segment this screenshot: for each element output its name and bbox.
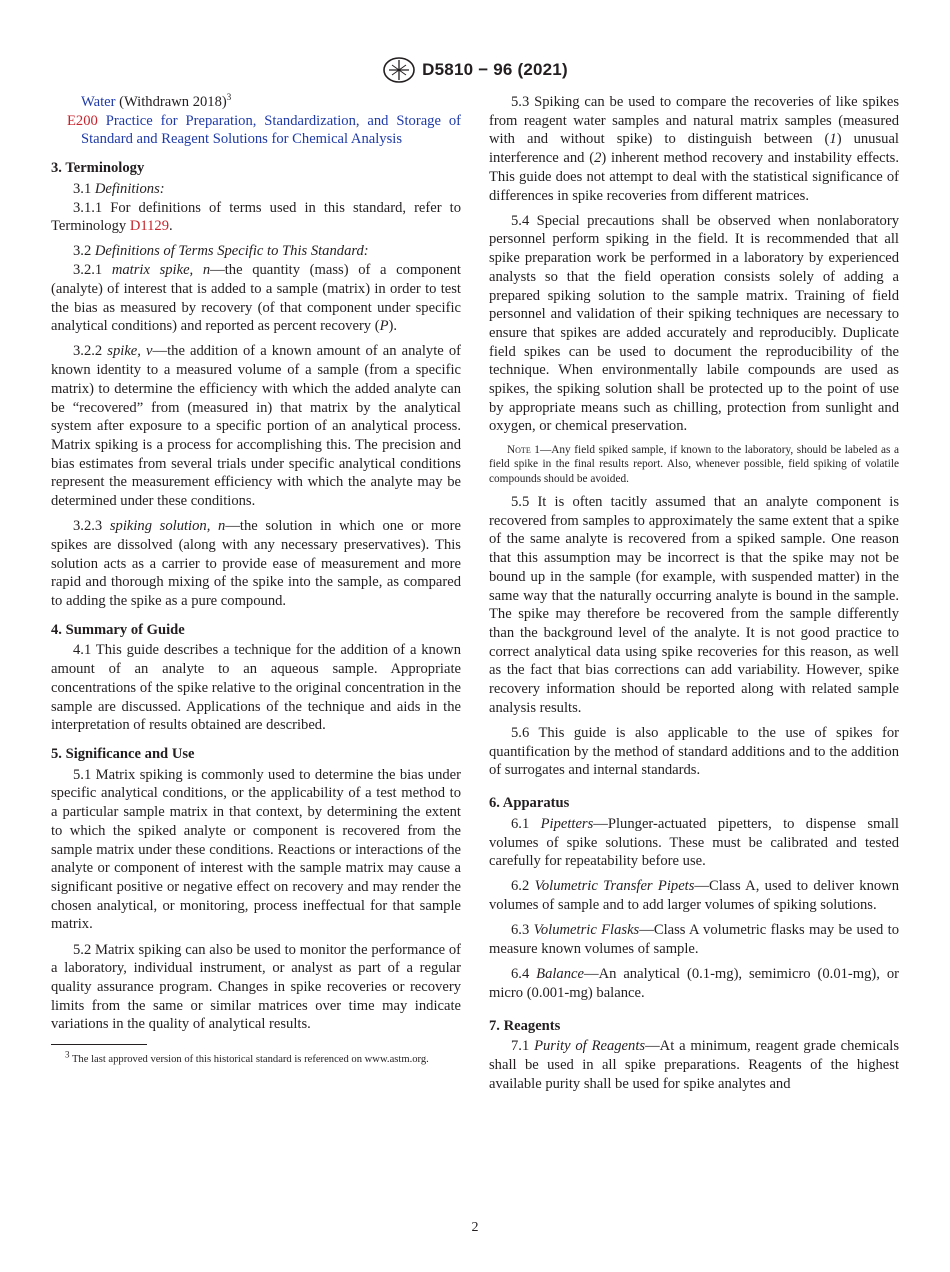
section-6-heading: 6. Apparatus <box>489 795 570 812</box>
terminology-link-d1129[interactable]: D1129 <box>129 218 170 235</box>
left-column <box>51 93 461 1067</box>
right-column <box>489 93 899 1100</box>
paragraph-5-1: 5.1 Matrix spiking is commonly used to determine the bias under specific analytical conditions, or the applicability of a test method to a particular sample matrix in that context, by determining the extent to which the spiked analyte or component is recovered from the sample matrix under these conditions. Reactions or interactions of the analyte or component of interest with the sample matrix may cause a significant positive or negative effect on recovery and may render the chosen analytical, or monitoring, process ineffectual for that sample matrix. <box>51 766 461 933</box>
paragraph-5-4: 5.4 Special precautions shall be observed when nonlaboratory personnel perform spiking in the field. It is recommended that all spike preparation work be performed in a laboratory by experienced analysts so that the field operation consists solely of adding a prepared spiking solution to the sample matrix. Training of field personnel and validation of their spiking techniques are necessary to ensure that spikes are added accurately and reproducibly. Duplicate field spikes can be used to document the reproducibility of the technique. When environmentally labile compounds are used as spikes, the spiking solution shall be protected up to the point of use by appropriate means such as chilling, protection from sunlight and oxygen, or chemical preservation. <box>489 212 899 435</box>
footnote-divider <box>51 1044 147 1045</box>
note-1: Note 1—Any field spiked sample, if known to the laboratory, should be labeled as a field spike in the final results report. Also, whenever possible, field spiking of volatile compounds should be avoided. <box>489 443 899 486</box>
paragraph-6-1: 6.1 Pipetters—Plunger-actuated pipetters, to dispense small volumes of spike solutions. These must be calibrated and tested carefully for repeatability before use. <box>489 815 899 870</box>
paragraph-7-1: 7.1 Purity of Reagents—At a minimum, reagent grade chemicals shall be used in all spike preparations. Reagents of the highest available purity shall be used for spike analytes and <box>489 1038 900 1092</box>
paragraph-3-2-2: 3.2.2 spike, v—the addition of a known amount of an analyte of known identity to a measured volume of a sample (from a specific matrix) to determine the efficiency with which the added analyte can be “recovered” from (measured in) that matrix by the analytical system after exposure to a specific portion of an analytical process. Matrix spiking is a process for accomplishing this. The precision and bias estimates from several trials under specific analytical conditions represent the measurement efficiency with which the analyte may be determined under these conditions. <box>51 343 462 510</box>
reference-e200 <box>51 112 461 149</box>
reference-title-e200[interactable]: Practice for Preparation, Standardization, and Storage of Standard and Reagent Solutions for Chemical Analysis <box>81 112 461 148</box>
section-4-heading: 4. Summary of Guide <box>51 621 185 638</box>
paragraph-5-2: 5.2 Matrix spiking can also be used to monitor the performance of a laboratory, individual instrument, or analyst as part of a regular quality assurance program. Changes in spike recoveries or recovery limits from the same or similar matrices over time may indicate variations in the quality of analytical results. <box>51 941 461 1033</box>
section-5-heading: 5. Significance and Use <box>51 746 195 762</box>
reference-link-water[interactable]: Water <box>81 94 116 110</box>
paragraph-6-3: 6.3 Volumetric Flasks—Class A volumetric flasks may be used to measure known volumes of sample. <box>489 922 899 958</box>
page-number: 2 <box>471 1220 479 1235</box>
paragraph-3-1-1: 3.1.1 For definitions of terms used in this standard, refer to Terminology D1129. <box>51 199 461 235</box>
paragraph-6-4: 6.4 Balance—An analytical (0.1-mg), semimicro (0.01-mg), or micro (0.001-mg) balance. <box>489 966 899 1001</box>
section-3-heading: 3. Terminology <box>51 160 145 177</box>
paragraph-5-6: 5.6 This guide is also applicable to the use of spikes for quantification by the method of standard additions and to the addition of surrogates and internal standards. <box>489 724 899 779</box>
reference-continuation: Water (Withdrawn 2018)$^3$ <box>81 92 232 110</box>
paragraph-4-1: 4.1 This guide describes a technique for the addition of a known amount of an analyte to an aqueous sample. Appropriate concentrations of the spike relative to the original concentration in the sample are discussed. Applications of the technique and aids in the interpretation of results obtained are described. <box>51 642 461 734</box>
document-designation: D5810 − 96 (2021) <box>422 60 568 79</box>
paragraph-5-3: 5.3 Spiking can be used to compare the recoveries of like spikes from reagent water samples and natural matrix samples (measured with and without spike) to distinguish between (1) unusual interference and (2) inherent method recovery and instability effects. This guide does not attempt to deal with the statistical significance of differences in spike recoveries from different matrices. <box>489 94 899 204</box>
reference-code-e200[interactable]: E200 <box>67 112 98 129</box>
footnote-3: $^3$ The last approved version of this historical standard is referenced on www.astm.org. <box>65 1049 429 1066</box>
paragraph-3-2-1: 3.2.1 matrix spike, n—the quantity (mass) of a component (analyte) of interest that is added to a sample (matrix) in order to test the bias as measured by recovery (of that component under specific analytical conditions) and reported as percent recovery (P). <box>51 262 461 335</box>
paragraph-3-1: 3.1 Definitions: <box>73 180 165 197</box>
page-header <box>0 56 950 84</box>
paragraph-6-2: 6.2 Volumetric Transfer Pipets—Class A, used to deliver known volumes of sample and to add larger volumes of spiking solutions. <box>489 878 899 914</box>
astm-logo-icon <box>382 56 416 84</box>
section-7-heading: 7. Reagents <box>489 1017 561 1034</box>
paragraph-3-2: 3.2 Definitions of Terms Specific to This Standard: <box>73 243 369 260</box>
paragraph-5-5: 5.5 It is often tacitly assumed that an analyte component is recovered from samples to approximately the same extent that a spike of the same analyte is recovered from a spiked sample. One reason that this assumption may be incorrect is that the spike may not be bound up in the sample (for example, with suspended matter) in the same way that the naturally occurring analyte is bound in the sample. The spike may therefore be recovered from the sample differently than the background level of the analyte. It is not good practice to correct analytical data using spike recoveries for this reason, as well as the fact that bias corrections can add variability. However, spike recovery information should be reported along with related sample analysis results. <box>489 494 899 716</box>
paragraph-3-2-3: 3.2.3 spiking solution, n—the solution in which one or more spikes are dissolved (along with any necessary preservatives). This solution acts as a carrier to provide ease of measurement and more rapid and thorough mixing of the spike into the sample, as compared to adding the spike as a pure compound. <box>51 518 461 610</box>
